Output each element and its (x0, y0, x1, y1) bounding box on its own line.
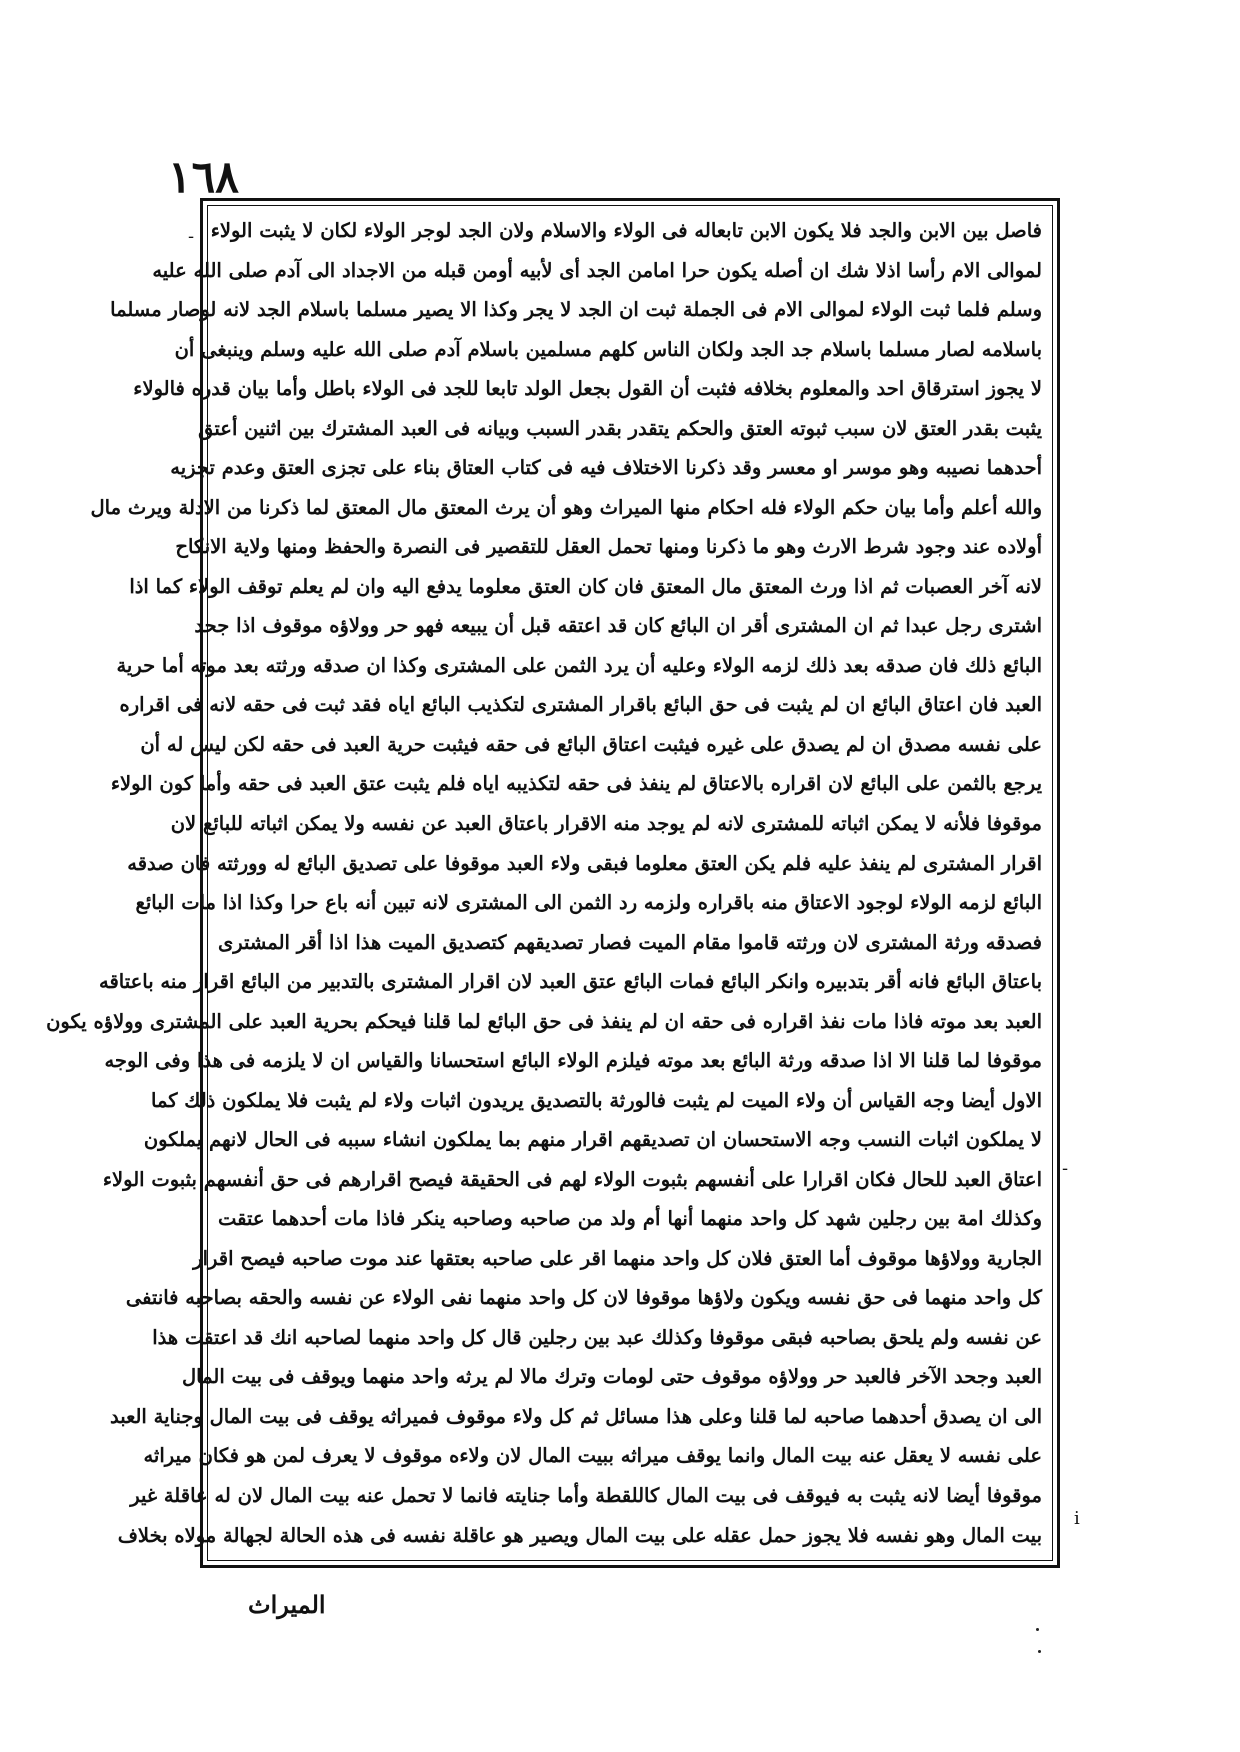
text-line: اقرار المشترى لم ينفذ عليه فلم يكن العتق معلوما فبقى ولاء العبد موقوفا على تصديق البائع له وورثته فان صدقه (127, 851, 1042, 875)
margin-mark: - (1062, 1158, 1069, 1179)
text-line: يرجع بالثمن على البائع لان اقراره بالاعتاق لم ينفذ فى حقه لتكذيبه اياه فلم يثبت عتق العبد فى حقه وأما كون الولاء (110, 772, 1042, 796)
speck (1036, 1628, 1039, 1631)
text-line: أولاده عند وجود شرط الارث وهو ما ذكرنا ومنها تحمل العقل للتقصير فى النصرة والحفظ ومنها ولاية الانكاح (175, 535, 1042, 559)
text-line: لا يجوز استرقاق احد والمعلوم بخلافه فثبت أن القول بجعل الولد تابعا للجد فى الولاء باطل وأما بيان قدره فالولاء (133, 377, 1042, 401)
text-line: البائع ذلك فان صدقه بعد ذلك لزمه الولاء وعليه أن يرد الثمن على المشترى وكذا ان صدقه ورثته بعد موته أما حرية (116, 653, 1042, 677)
text-line: اشترى رجل عبدا ثم ان المشترى أقر ان البائع كان قد اعتقه قبل أن يبيعه فهو حر وولاؤه موقوف اذا جحد (194, 614, 1042, 638)
margin-mark: i (1074, 1508, 1080, 1529)
text-line: باسلامه لصار مسلما باسلام جد الجد ولكان الناس كلهم مسلمين باسلام آدم صلى الله عليه وسلم وينبغى أن (174, 337, 1042, 361)
text-line: لموالى الام رأسا اذلا شك ان أصله يكون حرا امامن الجد أى لأبيه أومن قبله من الاجداد الى آدم صلى الله عليه (152, 258, 1042, 282)
text-line: الى ان يصدق أحدهما صاحبه لما قلنا وعلى هذا مسائل ثم كل ولاء موقوف فميراثه يوقف فى بيت المال وجناية العبد (109, 1404, 1042, 1428)
text-block (46, 205, 1053, 1561)
margin-mark: - (188, 226, 195, 247)
text-line: اعتاق العبد للحال فكان اقرارا على أنفسهم بثبوت الولاء لهم فى الحقيقة فيصح اقرارهم فى حق أنفسهم بثبوت الولاء (102, 1167, 1042, 1191)
text-line: يثبت بقدر العتق لان سبب ثبوته العتق والحكم يتقدر بقدر السبب وبيانه فى العبد المشترك بين اثنين أعتق (198, 416, 1042, 440)
text-line: البائع لزمه الولاء لوجود الاعتاق منه باقراره ولزمه رد الثمن الى المشترى لانه تبين أنه باع حرا وكذا اذا مات البائع (135, 891, 1042, 915)
text-line: وسلم فلما ثبت الولاء لموالى الام فى الجملة ثبت ان الجد لا يجر وكذا الا يصير مسلما باسلام الجد لانه لوصار مسلما (110, 298, 1042, 322)
text-line: بيت المال وهو نفسه فلا يجوز حمل عقله على بيت المال ويصير هو عاقلة نفسه فى هذه الحالة لجهالة مولاه بخلاف (117, 1523, 1042, 1547)
text-line: الاول أيضا وجه القياس أن ولاء الميت لم يثبت فالورثة بالتصديق يريدون اثبات ولاء لم يثبت فلا يملكون ذلك كما (151, 1088, 1042, 1112)
text-line: لانه آخر العصبات ثم اذا ورث المعتق مال المعتق فان كان العتق معلوما يدفع اليه وان لم يعلم توقف الولاء كما اذا (129, 574, 1042, 598)
text-line: العبد بعد موته فاذا مات نفذ اقراره فى حقه ان لم ينفذ فى حق البائع لما قلنا فيحكم بحرية العبد على المشترى وولاؤه يكون (46, 1009, 1042, 1033)
text-line: على نفسه مصدق ان لم يصدق على غيره فيثبت اعتاق البائع فى حقه فيثبت حرية العبد فى حقه لكن ليس له أن (140, 732, 1042, 756)
text-line: والله أعلم وأما بيان حكم الولاء فله احكام منها الميراث وهو أن يرث المعتق مال المعتق لما ذكرنا من الادلة ويرث مال (90, 495, 1042, 519)
text-line: باعتاق البائع فانه أقر بتدبيره وانكر البائع فمات البائع عتق العبد لان اقرار المشترى بالتدبير من البائع اقرار منه باعتاقه (99, 970, 1042, 994)
text-line: الجارية وولاؤها موقوف أما العتق فلان كل واحد منهما اقر على صاحبه بعتقها عند موت صاحبه فيصح اقرار (193, 1246, 1042, 1270)
text-line: فاصل بين الابن والجد فلا يكون الابن تابعاله فى الولاء والاسلام ولان الجد لوجر الولاء لكان لا يثبت الولاء (210, 219, 1042, 242)
text-line: على نفسه لا يعقل عنه بيت المال وانما يوقف ميراثه ببيت المال لان ولاءه موقوف لا يعرف لمن هو فكان ميراثه (143, 1444, 1042, 1468)
text-line: فصدقه ورثة المشترى لان ورثته قاموا مقام الميت فصار تصديقهم كتصديق الميت هذا اذا أقر المشترى (218, 930, 1042, 954)
text-line: أحدهما نصيبه وهو موسر او معسر وقد ذكرنا الاختلاف فيه فى كتاب العتاق بناء على تجزى العتق وعدم تجزيه (170, 456, 1042, 480)
text-line: كل واحد منهما فى حق نفسه ويكون ولاؤها موقوفا لان كل واحد منهما نفى الولاء عن نفسه والحقه بصاحبه فانتفى (125, 1286, 1042, 1310)
text-line: وكذلك امة بين رجلين شهد كل واحد منهما أنها أم ولد من صاحبه وصاحبه ينكر فاذا مات أحدهما عتقت (218, 1207, 1042, 1231)
text-line: لا يملكون اثبات النسب وجه الاستحسان ان تصديقهم اقرار منهم بما يملكون انشاء سببه فى الحال لانهم يملكون (143, 1128, 1042, 1152)
text-line: العبد فان اعتاق البائع ان لم يثبت فى حق البائع باقرار المشترى لتكذيب البائع اياه فقد ثبت فى حقه لانه فى اقراره (119, 693, 1042, 717)
text-line: موقوفا أيضا لانه يثبت به فيوقف فى بيت المال كاللقطة وأما جنايته فانما لا تحمل عنه بيت المال لان له عاقلة غير (130, 1484, 1042, 1507)
page-number: ١٦٨ (168, 152, 239, 203)
text-line: موقوفا لما قلنا الا اذا صدقه ورثة البائع بعد موته فيلزم الولاء البائع استحسانا والقياس ان لا يلزمه فى هذا وفى الوجه (104, 1049, 1042, 1073)
text-line: موقوفا فلأنه لا يمكن اثباته للمشترى لانه لم يوجد منه الاقرار باعتاق العبد عن نفسه ولا يمكن اثباته للبائع لان (170, 811, 1042, 835)
speck (1038, 1650, 1041, 1653)
text-line: عن نفسه ولم يلحق بصاحبه فبقى موقوفا وكذلك عبد بين رجلين قال كل واحد منهما لصاحبه انك قد اعتقت هذا (152, 1325, 1042, 1349)
text-line: العبد وجحد الآخر فالعبد حر وولاؤه موقوف حتى لومات وترك مالا لم يرثه واحد منهما ويوقف فى بيت المال (182, 1365, 1042, 1389)
footer-catchword: الميراث (248, 1590, 326, 1619)
